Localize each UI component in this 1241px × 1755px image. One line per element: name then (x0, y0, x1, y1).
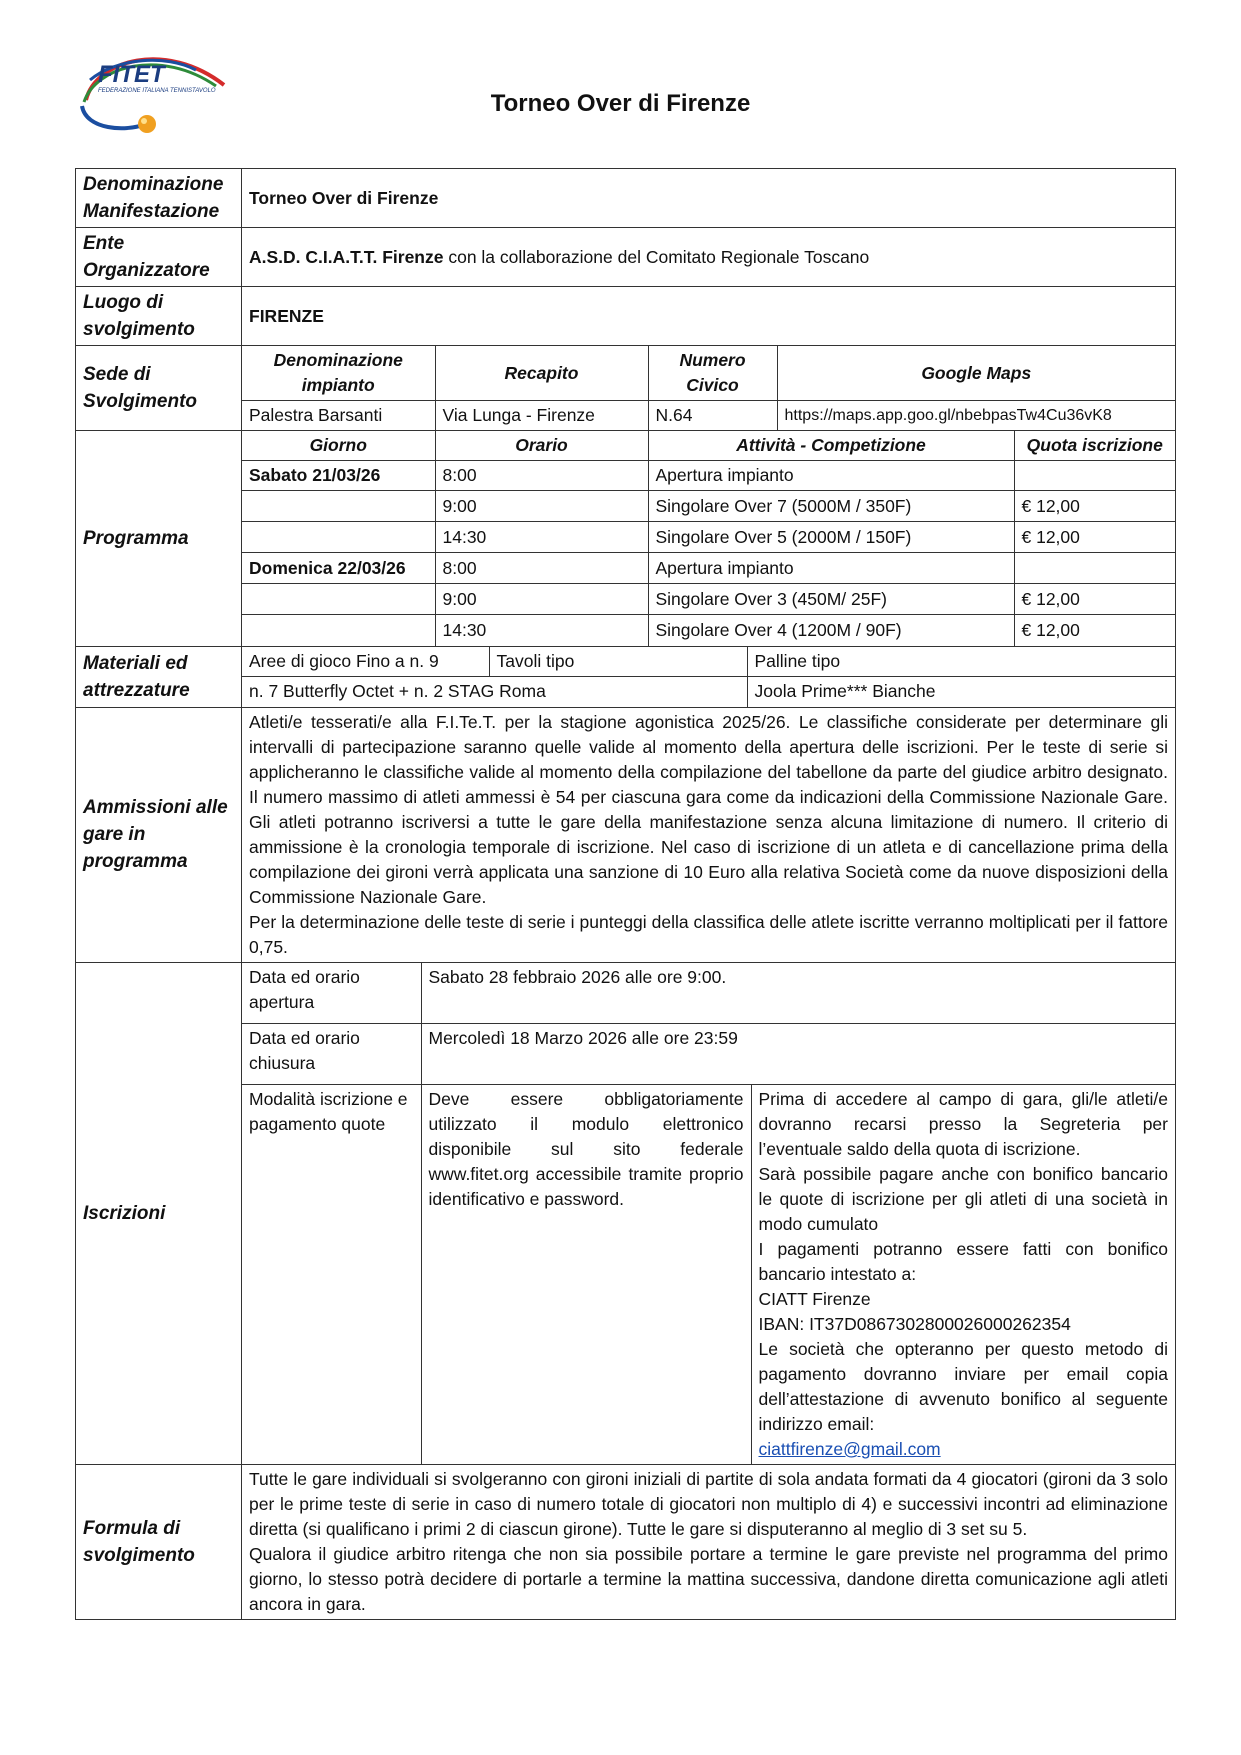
page-title: Torneo Over di Firenze (490, 90, 751, 117)
materiali-cell (242, 646, 1176, 707)
pagamento-info (751, 1085, 1175, 1465)
pagamento-intestatario: CIATT Firenze (758, 1289, 871, 1309)
label-iscrizioni: Iscrizioni (76, 962, 242, 1465)
sede-table (242, 346, 1175, 430)
ente-rest: con la collaborazione del Comitato Regionale Toscano (443, 246, 870, 267)
programma-attivita: Singolare Over 5 (2000M / 150F) (648, 522, 1014, 553)
programma-attivita: Singolare Over 7 (5000M / 350F) (648, 491, 1014, 522)
programma-attivita: Singolare Over 4 (1200M / 90F) (648, 615, 1014, 646)
programma-quota (1014, 553, 1175, 584)
formula-paragraph-2: Qualora il giudice arbitro ritenga che non sia possibile portare a termine le gare previste nel programma del primo giorno, lo stesso potrà decidere di portarle a termine la mattina successiva, dandone diretta comunicazione agli atleti ancora in gara. (249, 1544, 1168, 1614)
programma-giorno (242, 584, 435, 615)
sede-header-recapito: Recapito (435, 346, 648, 401)
ammissioni-paragraph-1: Atleti/e tesserati/e alla F.I.Te.T. per la stagione agonistica 2025/26. Le classifiche considerate per determinare gli intervalli di partecipazione saranno quelle valide al momento della apertura delle iscrizioni. Per le teste di serie si applicheranno le classifiche valide al momento della compilazione del tabellone da parte del giudice arbitro designato. Il numero massimo di atleti ammessi è 54 per ciascuna gara come da indicazioni della Commissione Nazionale Gare. Gli atleti potranno iscriversi a tutte le gare della manifestazione senza alcuna limitazione di numero. Il criterio di ammissione è la cronologia temporale di iscrizione. Nel caso di iscrizione di un atleta e di cancellazione prima della compilazione dei gironi verrà applicata una sanzione di 10 Euro alla relativa Società come da nuove disposizioni della Commissione Nazionale Gare. (249, 711, 1168, 907)
label-ammissioni: Ammissioni alle gare in programma (76, 707, 242, 962)
materiali-palline-value: Joola Prime*** Bianche (754, 681, 936, 702)
label-ente: Ente Organizzatore (76, 228, 242, 287)
modalita-label: Modalità iscrizione e pagamento quote (242, 1085, 421, 1465)
programma-giorno: Sabato 21/03/26 (242, 461, 435, 491)
label-denominazione: Denominazione Manifestazione (76, 169, 242, 228)
pagamento-paragraph-1: Prima di accedere al campo di gara, gli/le atleti/e dovranno recarsi presso la Segreteria per l’eventuale saldo della quota di iscrizione. (758, 1089, 1168, 1159)
sede-cell (242, 346, 1176, 431)
programma-table (242, 431, 1175, 646)
ammissioni-text (242, 707, 1176, 962)
sede-header-impianto: Denominazione impianto (242, 346, 435, 401)
materiali-tavoli-value: n. 7 Butterfly Octet + n. 2 STAG Roma (242, 677, 747, 707)
programma-header-quota: Quota iscrizione (1014, 431, 1175, 461)
programma-orario: 14:30 (435, 522, 648, 553)
programma-orario: 8:00 (435, 461, 648, 491)
programma-header-orario: Orario (435, 431, 648, 461)
programma-quota: € 12,00 (1021, 619, 1080, 640)
programma-header-attivita: Attività - Competizione (648, 431, 1014, 461)
programma-giorno (242, 491, 435, 522)
formula-paragraph-1: Tutte le gare individuali si svolgeranno con gironi iniziali di partite di sola andata formati da 4 giocatori (gironi da 3 solo per le prime teste di serie in caso di numero totale di giocatori non multiplo di 4) e successivi incontri ad eliminazione diretta (si qualificano i primi 2 di ciascun girone). Tutte le gare si disputeranno al meglio di 3 set su 5. (249, 1469, 1168, 1539)
value-denominazione: Torneo Over di Firenze (242, 169, 1176, 228)
programma-quota: € 12,00 (1014, 584, 1175, 615)
programma-quota (1014, 461, 1175, 491)
programma-orario: 8:00 (435, 553, 648, 584)
iscrizioni-cell (242, 962, 1176, 1465)
pagamento-paragraph-4: Le società che opteranno per questo metodo di pagamento dovranno inviare per email copia dell’attestazione di avvenuto bonifico al seguente indirizzo email: (758, 1339, 1168, 1434)
programma-giorno (242, 522, 435, 553)
materiali-table (242, 647, 1175, 707)
pagamento-paragraph-3: I pagamenti potranno essere fatti con bonifico bancario intestato a: (758, 1239, 1168, 1284)
programma-giorno: Domenica 22/03/26 (242, 553, 435, 584)
email-link[interactable]: ciattfirenze@gmail.com (758, 1439, 941, 1459)
programma-orario: 9:00 (435, 491, 648, 522)
modalita-text: Deve essere obbligatoriamente utilizzato il modulo elettronico disponibile sul sito federale www.fitet.org accessibile tramite proprio identificativo e password. (421, 1085, 751, 1465)
label-sede: Sede di Svolgimento (76, 346, 242, 431)
materiali-palline-label: Palline tipo (747, 647, 1175, 677)
programma-attivita: Singolare Over 3 (450M/ 25F) (648, 584, 1014, 615)
label-programma: Programma (76, 431, 242, 647)
label-luogo: Luogo di svolgimento (76, 287, 242, 346)
sede-header-civico: Numero Civico (648, 346, 777, 401)
value-ente (242, 228, 1176, 287)
apertura-value: Sabato 28 febbraio 2026 alle ore 9:00. (421, 963, 1175, 1024)
sede-header-maps: Google Maps (777, 346, 1175, 401)
programma-quota: € 12,00 (1014, 491, 1175, 522)
label-materiali: Materiali ed attrezzature (76, 646, 242, 707)
label-formula: Formula di svolgimento (76, 1465, 242, 1620)
materiali-aree: Aree di gioco Fino a n. 9 (242, 647, 489, 677)
pagamento-iban: IBAN: IT37D0867302800026000262354 (758, 1314, 1071, 1334)
sede-recapito: Via Lunga - Firenze (435, 401, 648, 431)
ente-name: A.S.D. C.I.A.T.T. Firenze (249, 246, 444, 267)
chiusura-value: Mercoledì 18 Marzo 2026 alle ore 23:59 (421, 1024, 1175, 1085)
logo-brand: FITET (98, 61, 165, 88)
programma-attivita: Apertura impianto (648, 461, 1014, 491)
programma-header-giorno: Giorno (242, 431, 435, 461)
logo-subtitle: FEDERAZIONE ITALIANA TENNISTAVOLO (98, 88, 216, 94)
sede-civico: N.64 (648, 401, 777, 431)
programma-orario: 9:00 (435, 584, 648, 615)
chiusura-label: Data ed orario chiusura (242, 1024, 421, 1085)
programma-cell (242, 431, 1176, 647)
programma-quota: € 12,00 (1014, 522, 1175, 553)
sede-impianto: Palestra Barsanti (242, 401, 435, 431)
apertura-label: Data ed orario apertura (242, 963, 421, 1024)
programma-giorno (242, 615, 435, 646)
iscrizioni-table (242, 963, 1175, 1465)
pagamento-paragraph-2: Sarà possibile pagare anche con bonifico bancario le quote di iscrizione per gli atleti di una società in modo cumulato (758, 1164, 1168, 1234)
sede-maps-link[interactable]: https://maps.app.goo.gl/nbebpasTw4Cu36vK8 (784, 407, 1112, 424)
ammissioni-paragraph-2: Per la determinazione delle teste di serie i punteggi della classifica delle atlete iscritte verranno moltiplicati per il fattore 0,75. (249, 911, 1168, 957)
programma-attivita: Apertura impianto (648, 553, 1014, 584)
formula-text (242, 1465, 1176, 1620)
materiali-tavoli-label: Tavoli tipo (489, 647, 747, 677)
tournament-table (75, 168, 1176, 1620)
value-luogo: FIRENZE (242, 287, 1176, 346)
programma-orario: 14:30 (435, 615, 648, 646)
